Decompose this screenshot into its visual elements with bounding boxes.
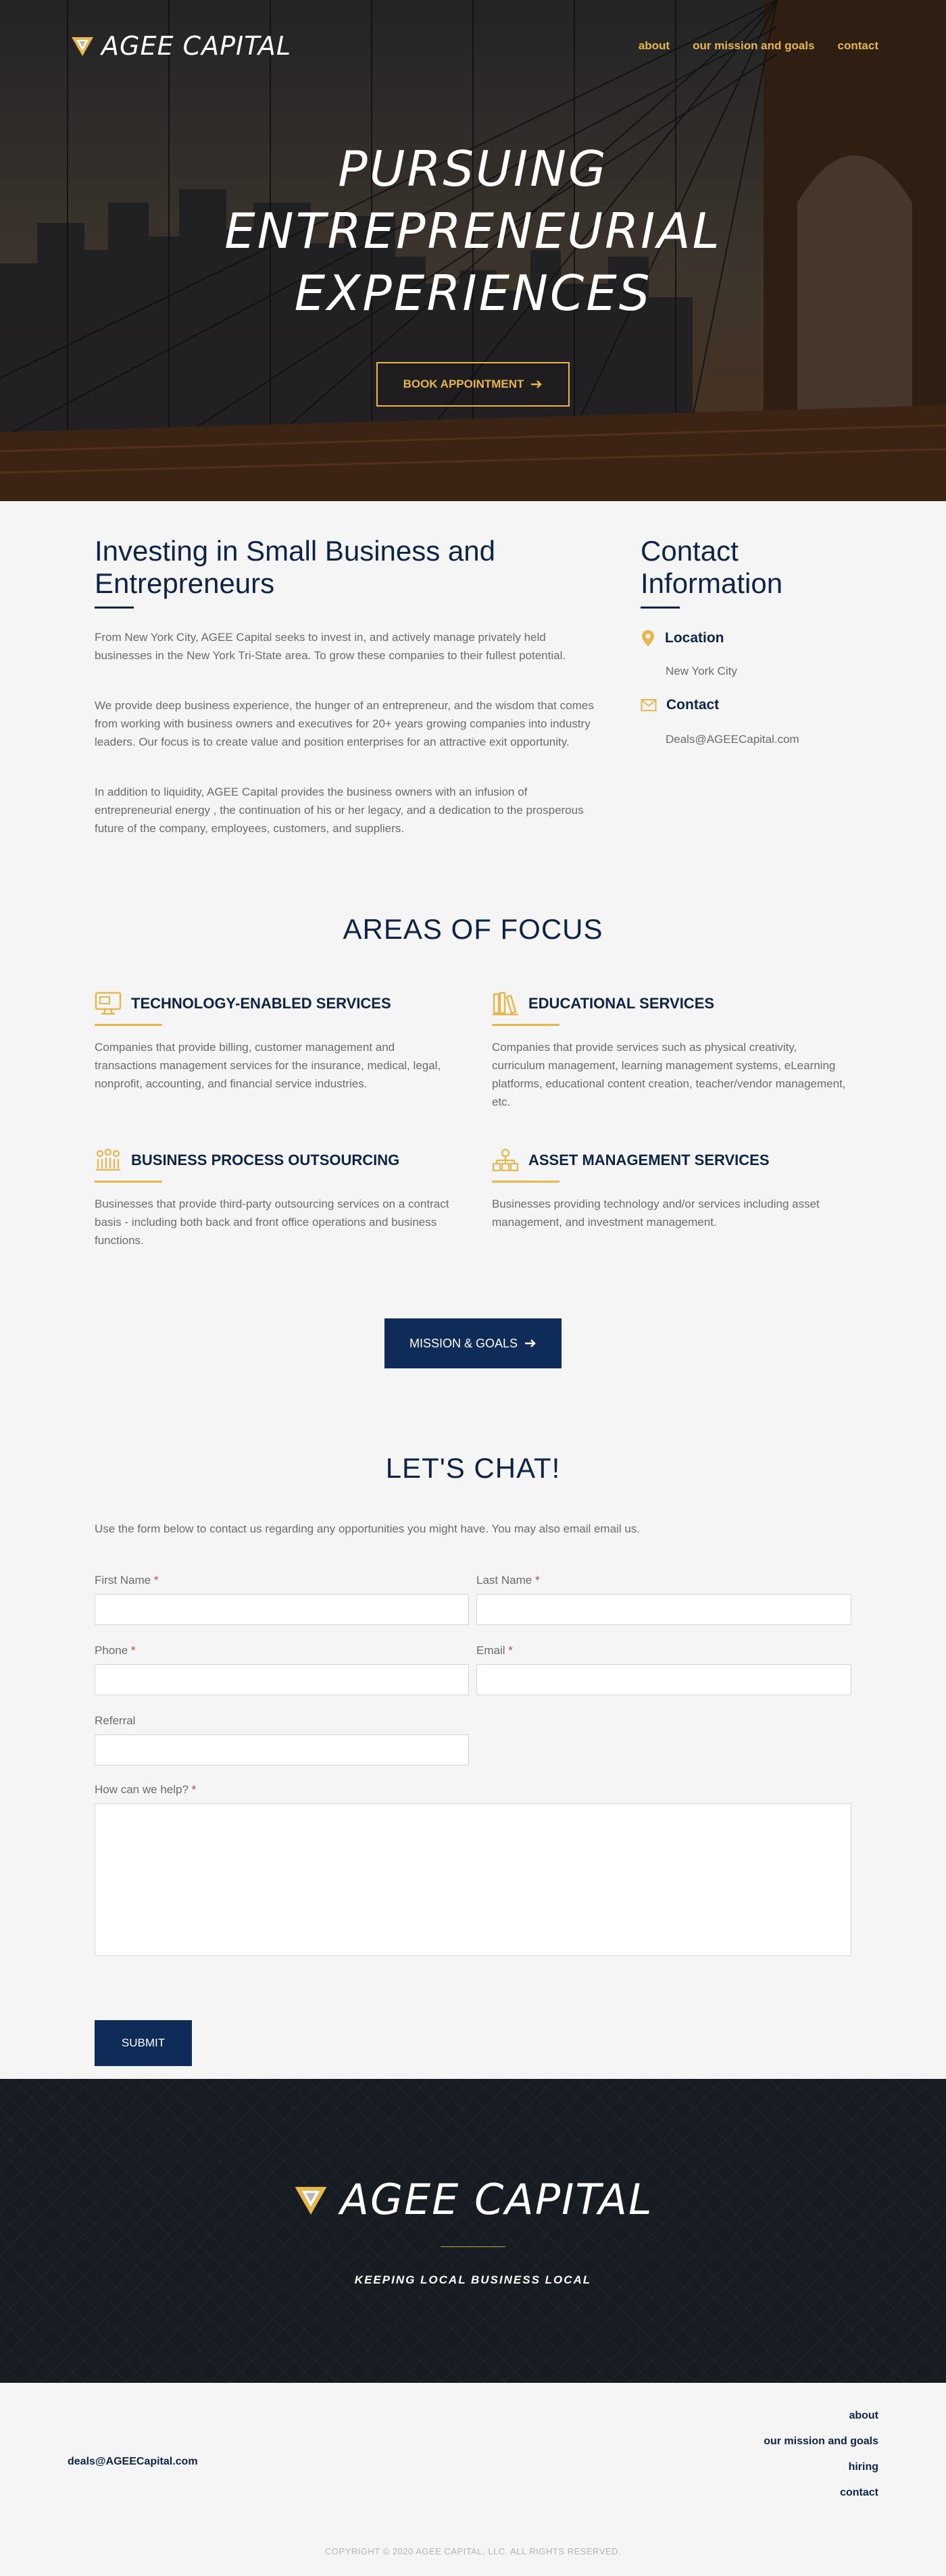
focus-item [95,1148,453,1250]
first-name-label: First Name * [95,1574,159,1587]
intro-section [0,501,946,879]
hero-title-line: PURSUING [338,140,608,197]
chat-intro-text: Use the form below to contact us regarding any opportunities you might have. You may also email email us. [95,1522,640,1535]
footer-email-link[interactable]: deals@AGEECapital.com [68,2456,198,2467]
focus-item-title: EDUCATIONAL SERVICES [528,995,715,1012]
contact-email-link[interactable]: Deals@AGEECapital.com [666,733,799,746]
books-icon [492,991,519,1016]
focus-item-text: Companies that provide services such as physical creativity, curriculum management, learning management systems, eLearning platforms, educational content creation, teacher/vendor management, etc. [492,1041,846,1108]
location-label: Location [665,630,724,646]
intro-paragraph: From New York City, AGEE Capital seeks to invest in, and actively manage privately held businesses in the New York Tri-State area. To grow these companies to their fullest potential. [95,631,566,662]
submit-button[interactable]: SUBMIT [95,2020,192,2066]
footer-link-mission-goals[interactable]: our mission and goals [764,2436,878,2447]
chat-heading: LET'S CHAT! [385,1452,561,1484]
nav-contact[interactable]: contact [837,39,878,52]
focus-item [492,991,850,1111]
last-name-field[interactable] [476,1594,851,1625]
intro-heading: Investing in Small Business and Entrepreneurs [95,535,495,599]
focus-item-title: ASSET MANAGEMENT SERVICES [528,1152,770,1168]
footer [0,2383,946,2576]
triangle-logo-icon [293,2183,329,2217]
location-row [641,629,724,647]
brand-name: AGEE CAPITAL [101,31,292,61]
phone-label: Phone * [95,1644,136,1657]
hero-title-line: EXPERIENCES [294,265,652,321]
areas-of-focus-section [0,879,946,1452]
footer-brand-name: AGEE CAPITAL [340,2175,653,2224]
contact-form-section [0,1452,946,2079]
referral-label: Referral [95,1714,136,1727]
intro-paragraph: We provide deep business experience, the hunger of an entrepreneur, and the wisdom that comes from working with business owners and executives for 20+ years growing companies into industry leaders. Our focus is to create value and position enterprises for an attractive exit opportunity. [95,699,594,748]
focus-underline [492,1181,559,1183]
book-appointment-label: BOOK APPOINTMENT [403,378,524,390]
hero-title-line: ENTREPRENEURIAL [224,203,722,259]
focus-underline [95,1024,162,1026]
focus-item-text: Businesses providing technology and/or services including asset management, and investment management. [492,1197,820,1229]
focus-item-text: Companies that provide billing, customer management and transactions management services for the insurance, medical, legal, nonprofit, accounting, and financial service industries. [95,1041,441,1090]
nav-mission-goals[interactable]: our mission and goals [693,39,815,52]
triangle-logo-icon [70,34,95,57]
computer-icon [95,991,122,1016]
first-name-field[interactable] [95,1594,469,1625]
footer-nav [764,2410,878,2499]
help-label: How can we help? * [95,1783,197,1796]
focus-item [492,1148,850,1231]
site-logo[interactable] [70,31,291,61]
footer-tagline: KEEPING LOCAL BUSINESS LOCAL [354,2273,592,2286]
referral-field[interactable] [95,1734,469,1766]
intro-paragraph: In addition to liquidity, AGEE Capital provides the business owners with an infusion of entrepreneurial energy , the continuation of his or her legacy, and a dedication to the prosperous future of the company, employees, customers, and suppliers. [95,785,584,835]
contact-label: Contact [666,697,720,713]
footer-link-hiring[interactable]: hiring [848,2461,878,2473]
mission-goals-label: MISSION & GOALS [409,1336,518,1350]
focus-item-text: Businesses that provide third-party outsourcing services on a contract basis - including both back and front office operations and business functions. [95,1197,449,1247]
contact-row [641,697,719,713]
nav-about[interactable]: about [638,39,670,52]
location-value: New York City [666,665,737,677]
phone-field[interactable] [95,1664,469,1695]
focus-underline [95,1181,162,1183]
focus-heading: AREAS OF FOCUS [343,913,603,945]
footer-divider [441,2246,505,2247]
email-field[interactable] [476,1664,851,1695]
footer-link-about[interactable]: about [849,2410,878,2421]
footer-logo [0,2175,946,2224]
hero-section [0,0,946,501]
main-nav [639,39,878,53]
team-icon [95,1148,122,1173]
footer-brand-section [0,2079,946,2383]
focus-underline [492,1024,559,1026]
focus-item-title: TECHNOLOGY-ENABLED SERVICES [131,995,391,1012]
footer-link-contact[interactable]: contact [840,2487,878,2498]
last-name-label: Last Name * [476,1574,540,1587]
help-textarea[interactable] [95,1803,851,1956]
envelope-icon [641,698,657,712]
focus-item-title: BUSINESS PROCESS OUTSOURCING [131,1152,400,1168]
book-appointment-button[interactable] [376,362,570,407]
hierarchy-icon [492,1148,519,1173]
hero-title [0,138,946,324]
heading-underline [641,607,680,609]
email-label: Email * [476,1644,513,1657]
contact-info-heading: Contact Information [641,535,783,599]
focus-item [95,991,453,1093]
mission-goals-button[interactable] [384,1318,562,1368]
map-pin-icon [641,629,655,647]
arrow-right-icon [524,1339,537,1348]
arrow-right-icon [530,380,543,389]
copyright-text: COPYRIGHT © 2020 AGEE CAPITAL, LLC. ALL RIGHTS RESERVED. [324,2546,622,2556]
heading-underline [95,607,134,609]
